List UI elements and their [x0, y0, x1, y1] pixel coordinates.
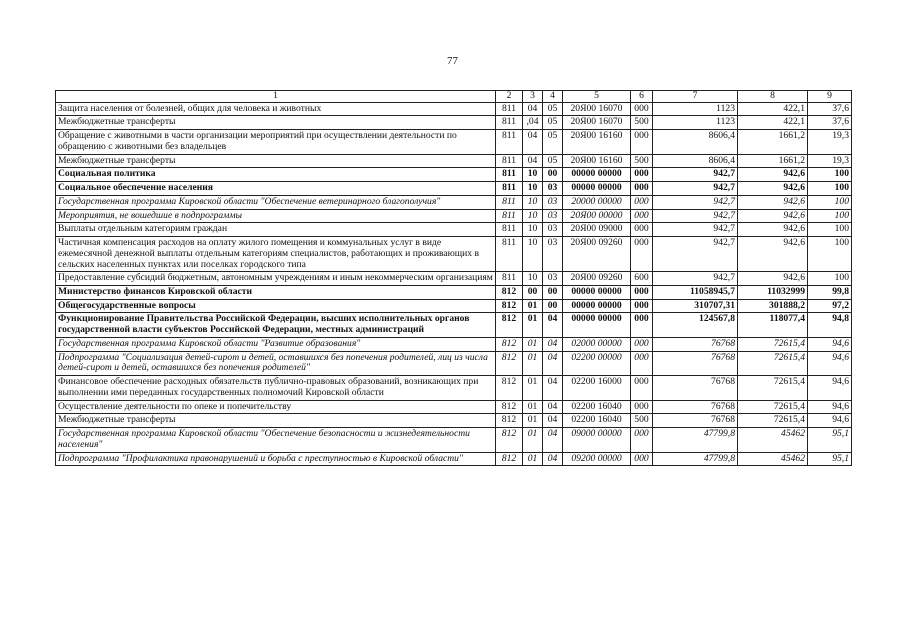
planned-amount-cell: 76768 — [653, 414, 738, 428]
table-row — [56, 182, 852, 196]
chapter-code-cell: 811 — [496, 168, 523, 182]
chapter-code-cell: 812 — [496, 351, 523, 375]
table-row — [56, 400, 852, 414]
planned-amount-cell: 11058945,7 — [653, 286, 738, 300]
table-row — [56, 130, 852, 154]
section-code-cell: ,04 — [523, 116, 543, 130]
expense-type-cell: 000 — [631, 223, 653, 237]
executed-amount-cell: 45462 — [738, 428, 808, 452]
subsection-code-cell: 04 — [543, 376, 563, 400]
column-header: 7 — [653, 91, 738, 103]
table-row — [56, 351, 852, 375]
executed-amount-cell: 72615,4 — [738, 351, 808, 375]
table-row — [56, 452, 852, 466]
planned-amount-cell: 942,7 — [653, 237, 738, 272]
chapter-code-cell: 811 — [496, 154, 523, 168]
chapter-code-cell: 811 — [496, 116, 523, 130]
executed-amount-cell: 45462 — [738, 452, 808, 466]
executed-amount-cell: 1661,2 — [738, 130, 808, 154]
execution-percent-cell: 100 — [808, 195, 852, 209]
target-article-cell: 00000 00000 — [563, 286, 631, 300]
expense-type-cell: 000 — [631, 168, 653, 182]
subsection-code-cell: 04 — [543, 351, 563, 375]
planned-amount-cell: 76768 — [653, 337, 738, 351]
subsection-code-cell: 00 — [543, 299, 563, 313]
executed-amount-cell: 72615,4 — [738, 414, 808, 428]
table-row — [56, 209, 852, 223]
table-row — [56, 102, 852, 116]
table-row — [56, 313, 852, 337]
column-header: 9 — [808, 91, 852, 103]
expense-type-cell: 000 — [631, 237, 653, 272]
planned-amount-cell: 47799,8 — [653, 452, 738, 466]
target-article-cell: 20Я00 16160 — [563, 130, 631, 154]
execution-percent-cell: 97,2 — [808, 299, 852, 313]
table-row — [56, 286, 852, 300]
item-name-cell: Выплаты отдельным категориям граждан — [56, 223, 496, 237]
target-article-cell: 09200 00000 — [563, 452, 631, 466]
executed-amount-cell: 1661,2 — [738, 154, 808, 168]
chapter-code-cell: 812 — [496, 452, 523, 466]
execution-percent-cell: 94,6 — [808, 414, 852, 428]
expense-type-cell: 000 — [631, 209, 653, 223]
chapter-code-cell: 812 — [496, 299, 523, 313]
execution-percent-cell: 100 — [808, 182, 852, 196]
section-code-cell: 01 — [523, 400, 543, 414]
executed-amount-cell: 942,6 — [738, 195, 808, 209]
planned-amount-cell: 310707,31 — [653, 299, 738, 313]
execution-percent-cell: 94,6 — [808, 351, 852, 375]
table-row — [56, 168, 852, 182]
expense-type-cell: 000 — [631, 376, 653, 400]
subsection-code-cell: 05 — [543, 102, 563, 116]
executed-amount-cell: 422,1 — [738, 116, 808, 130]
planned-amount-cell: 1123 — [653, 116, 738, 130]
section-code-cell: 01 — [523, 351, 543, 375]
column-header: 6 — [631, 91, 653, 103]
chapter-code-cell: 811 — [496, 237, 523, 272]
expense-type-cell: 600 — [631, 272, 653, 286]
section-code-cell: 04 — [523, 154, 543, 168]
execution-percent-cell: 99,8 — [808, 286, 852, 300]
item-name-cell: Подпрограмма "Профилактика правонарушений и борьба с преступностью в Кировской области" — [56, 452, 496, 466]
target-article-cell: 02200 16000 — [563, 376, 631, 400]
item-name-cell: Подпрограмма "Социализация детей-сирот и детей, оставшихся без попечения родителей, лиц из числа детей-сирот и детей, оставшихся без попечения родителей" — [56, 351, 496, 375]
planned-amount-cell: 942,7 — [653, 195, 738, 209]
section-code-cell: 01 — [523, 376, 543, 400]
execution-percent-cell: 100 — [808, 272, 852, 286]
item-name-cell: Финансовое обеспечение расходных обязательств публично-правовых образований, возникающих при выполнении ими переданных государственных полномочий Кировской области — [56, 376, 496, 400]
table-row — [56, 376, 852, 400]
chapter-code-cell: 812 — [496, 414, 523, 428]
planned-amount-cell: 1123 — [653, 102, 738, 116]
subsection-code-cell: 03 — [543, 237, 563, 272]
item-name-cell: Межбюджетные трансферты — [56, 116, 496, 130]
expense-type-cell: 500 — [631, 116, 653, 130]
chapter-code-cell: 812 — [496, 313, 523, 337]
executed-amount-cell: 942,6 — [738, 237, 808, 272]
table-row — [56, 272, 852, 286]
target-article-cell: 00000 00000 — [563, 299, 631, 313]
expense-type-cell: 000 — [631, 102, 653, 116]
table-header-row — [56, 91, 852, 103]
target-article-cell: 00000 00000 — [563, 313, 631, 337]
table-row — [56, 337, 852, 351]
table-body — [56, 102, 852, 466]
chapter-code-cell: 811 — [496, 182, 523, 196]
table-row — [56, 237, 852, 272]
subsection-code-cell: 04 — [543, 400, 563, 414]
section-code-cell: 04 — [523, 102, 543, 116]
target-article-cell: 00000 00000 — [563, 168, 631, 182]
executed-amount-cell: 72615,4 — [738, 337, 808, 351]
item-name-cell: Социальная политика — [56, 168, 496, 182]
table-row — [56, 223, 852, 237]
chapter-code-cell: 812 — [496, 337, 523, 351]
section-code-cell: 04 — [523, 130, 543, 154]
section-code-cell: 10 — [523, 237, 543, 272]
planned-amount-cell: 47799,8 — [653, 428, 738, 452]
chapter-code-cell: 811 — [496, 209, 523, 223]
chapter-code-cell: 811 — [496, 223, 523, 237]
column-header: 1 — [56, 91, 496, 103]
execution-percent-cell: 100 — [808, 209, 852, 223]
execution-percent-cell: 100 — [808, 223, 852, 237]
chapter-code-cell: 811 — [496, 195, 523, 209]
expense-type-cell: 000 — [631, 286, 653, 300]
planned-amount-cell: 942,7 — [653, 272, 738, 286]
executed-amount-cell: 942,6 — [738, 168, 808, 182]
subsection-code-cell: 05 — [543, 154, 563, 168]
planned-amount-cell: 942,7 — [653, 168, 738, 182]
expense-type-cell: 000 — [631, 299, 653, 313]
section-code-cell: 10 — [523, 182, 543, 196]
table-row — [56, 428, 852, 452]
execution-percent-cell: 100 — [808, 168, 852, 182]
subsection-code-cell: 04 — [543, 428, 563, 452]
executed-amount-cell: 72615,4 — [738, 376, 808, 400]
target-article-cell: 20Я00 16070 — [563, 102, 631, 116]
subsection-code-cell: 03 — [543, 182, 563, 196]
column-header: 5 — [563, 91, 631, 103]
target-article-cell: 02200 16040 — [563, 414, 631, 428]
target-article-cell: 20Я00 09260 — [563, 237, 631, 272]
item-name-cell: Социальное обеспечение населения — [56, 182, 496, 196]
item-name-cell: Функционирование Правительства Российской Федерации, высших исполнительных органов государственной власти субъектов Российской Федерации, местных администраций — [56, 313, 496, 337]
executed-amount-cell: 942,6 — [738, 182, 808, 196]
column-header: 3 — [523, 91, 543, 103]
executed-amount-cell: 942,6 — [738, 209, 808, 223]
expense-type-cell: 000 — [631, 452, 653, 466]
chapter-code-cell: 812 — [496, 376, 523, 400]
chapter-code-cell: 812 — [496, 286, 523, 300]
item-name-cell: Мероприятия, не вошедшие в подпрограммы — [56, 209, 496, 223]
chapter-code-cell: 812 — [496, 400, 523, 414]
section-code-cell: 01 — [523, 414, 543, 428]
page-number: 77 — [447, 55, 458, 67]
section-code-cell: 10 — [523, 209, 543, 223]
section-code-cell: 10 — [523, 223, 543, 237]
table-row — [56, 116, 852, 130]
section-code-cell: 01 — [523, 337, 543, 351]
target-article-cell: 20000 00000 — [563, 195, 631, 209]
expense-type-cell: 000 — [631, 195, 653, 209]
planned-amount-cell: 124567,8 — [653, 313, 738, 337]
section-code-cell: 01 — [523, 313, 543, 337]
chapter-code-cell: 811 — [496, 130, 523, 154]
table-row — [56, 195, 852, 209]
table-row — [56, 154, 852, 168]
section-code-cell: 10 — [523, 168, 543, 182]
target-article-cell: 02200 16040 — [563, 400, 631, 414]
execution-percent-cell: 94,6 — [808, 376, 852, 400]
execution-percent-cell: 19,3 — [808, 154, 852, 168]
subsection-code-cell: 03 — [543, 223, 563, 237]
subsection-code-cell: 03 — [543, 272, 563, 286]
target-article-cell: 02000 00000 — [563, 337, 631, 351]
executed-amount-cell: 72615,4 — [738, 400, 808, 414]
target-article-cell: 20Я00 09260 — [563, 272, 631, 286]
executed-amount-cell: 11032999 — [738, 286, 808, 300]
execution-percent-cell: 37,6 — [808, 116, 852, 130]
planned-amount-cell: 76768 — [653, 400, 738, 414]
item-name-cell: Министерство финансов Кировской области — [56, 286, 496, 300]
planned-amount-cell: 8606,4 — [653, 154, 738, 168]
item-name-cell: Общегосударственные вопросы — [56, 299, 496, 313]
target-article-cell: 20Я00 00000 — [563, 209, 631, 223]
execution-percent-cell: 94,6 — [808, 400, 852, 414]
executed-amount-cell: 422,1 — [738, 102, 808, 116]
item-name-cell: Государственная программа Кировской области "Обеспечение ветеринарного благополучия" — [56, 195, 496, 209]
chapter-code-cell: 811 — [496, 272, 523, 286]
subsection-code-cell: 04 — [543, 414, 563, 428]
item-name-cell: Защита населения от болезней, общих для человека и животных — [56, 102, 496, 116]
item-name-cell: Осуществление деятельности по опеке и попечительству — [56, 400, 496, 414]
budget-table — [55, 90, 852, 466]
execution-percent-cell: 100 — [808, 237, 852, 272]
planned-amount-cell: 76768 — [653, 351, 738, 375]
subsection-code-cell: 04 — [543, 313, 563, 337]
table-row — [56, 299, 852, 313]
expense-type-cell: 500 — [631, 154, 653, 168]
target-article-cell: 20Я00 16070 — [563, 116, 631, 130]
expense-type-cell: 000 — [631, 351, 653, 375]
planned-amount-cell: 942,7 — [653, 209, 738, 223]
item-name-cell: Обращение с животными в части организации мероприятий при осуществлении деятельности по обращению с животными без владельцев — [56, 130, 496, 154]
expense-type-cell: 000 — [631, 428, 653, 452]
planned-amount-cell: 8606,4 — [653, 130, 738, 154]
target-article-cell: 02200 00000 — [563, 351, 631, 375]
executed-amount-cell: 118077,4 — [738, 313, 808, 337]
expense-type-cell: 000 — [631, 182, 653, 196]
expense-type-cell: 000 — [631, 337, 653, 351]
executed-amount-cell: 301888,2 — [738, 299, 808, 313]
execution-percent-cell: 94,8 — [808, 313, 852, 337]
expense-type-cell: 000 — [631, 400, 653, 414]
item-name-cell: Государственная программа Кировской области "Развитие образования" — [56, 337, 496, 351]
item-name-cell: Межбюджетные трансферты — [56, 154, 496, 168]
chapter-code-cell: 812 — [496, 428, 523, 452]
chapter-code-cell: 811 — [496, 102, 523, 116]
subsection-code-cell: 03 — [543, 195, 563, 209]
column-header: 8 — [738, 91, 808, 103]
executed-amount-cell: 942,6 — [738, 272, 808, 286]
planned-amount-cell: 942,7 — [653, 182, 738, 196]
item-name-cell: Частичная компенсация расходов на оплату жилого помещения и коммунальных услуг в виде ежемесячной денежной выплаты отдельным категориям специалистов, работающих и проживающих в сельских населенных пунктах или поселках городского типа — [56, 237, 496, 272]
target-article-cell: 20Я00 16160 — [563, 154, 631, 168]
section-code-cell: 01 — [523, 428, 543, 452]
target-article-cell: 00000 00000 — [563, 182, 631, 196]
section-code-cell: 01 — [523, 452, 543, 466]
section-code-cell: 00 — [523, 286, 543, 300]
item-name-cell: Предоставление субсидий бюджетным, автономным учреждениям и иным некоммерческим организациям — [56, 272, 496, 286]
execution-percent-cell: 94,6 — [808, 337, 852, 351]
section-code-cell: 10 — [523, 272, 543, 286]
planned-amount-cell: 76768 — [653, 376, 738, 400]
expense-type-cell: 000 — [631, 130, 653, 154]
target-article-cell: 20Я00 09000 — [563, 223, 631, 237]
subsection-code-cell: 00 — [543, 168, 563, 182]
executed-amount-cell: 942,6 — [738, 223, 808, 237]
subsection-code-cell: 04 — [543, 452, 563, 466]
subsection-code-cell: 04 — [543, 337, 563, 351]
execution-percent-cell: 95,1 — [808, 428, 852, 452]
subsection-code-cell: 05 — [543, 130, 563, 154]
section-code-cell: 10 — [523, 195, 543, 209]
execution-percent-cell: 37,6 — [808, 102, 852, 116]
column-header: 4 — [543, 91, 563, 103]
target-article-cell: 09000 00000 — [563, 428, 631, 452]
column-header: 2 — [496, 91, 523, 103]
section-code-cell: 01 — [523, 299, 543, 313]
item-name-cell: Государственная программа Кировской области "Обеспечение безопасности и жизнедеятельности населения" — [56, 428, 496, 452]
expense-type-cell: 500 — [631, 414, 653, 428]
expense-type-cell: 000 — [631, 313, 653, 337]
execution-percent-cell: 19,3 — [808, 130, 852, 154]
item-name-cell: Межбюджетные трансферты — [56, 414, 496, 428]
subsection-code-cell: 05 — [543, 116, 563, 130]
planned-amount-cell: 942,7 — [653, 223, 738, 237]
execution-percent-cell: 95,1 — [808, 452, 852, 466]
table-row — [56, 414, 852, 428]
subsection-code-cell: 00 — [543, 286, 563, 300]
subsection-code-cell: 03 — [543, 209, 563, 223]
